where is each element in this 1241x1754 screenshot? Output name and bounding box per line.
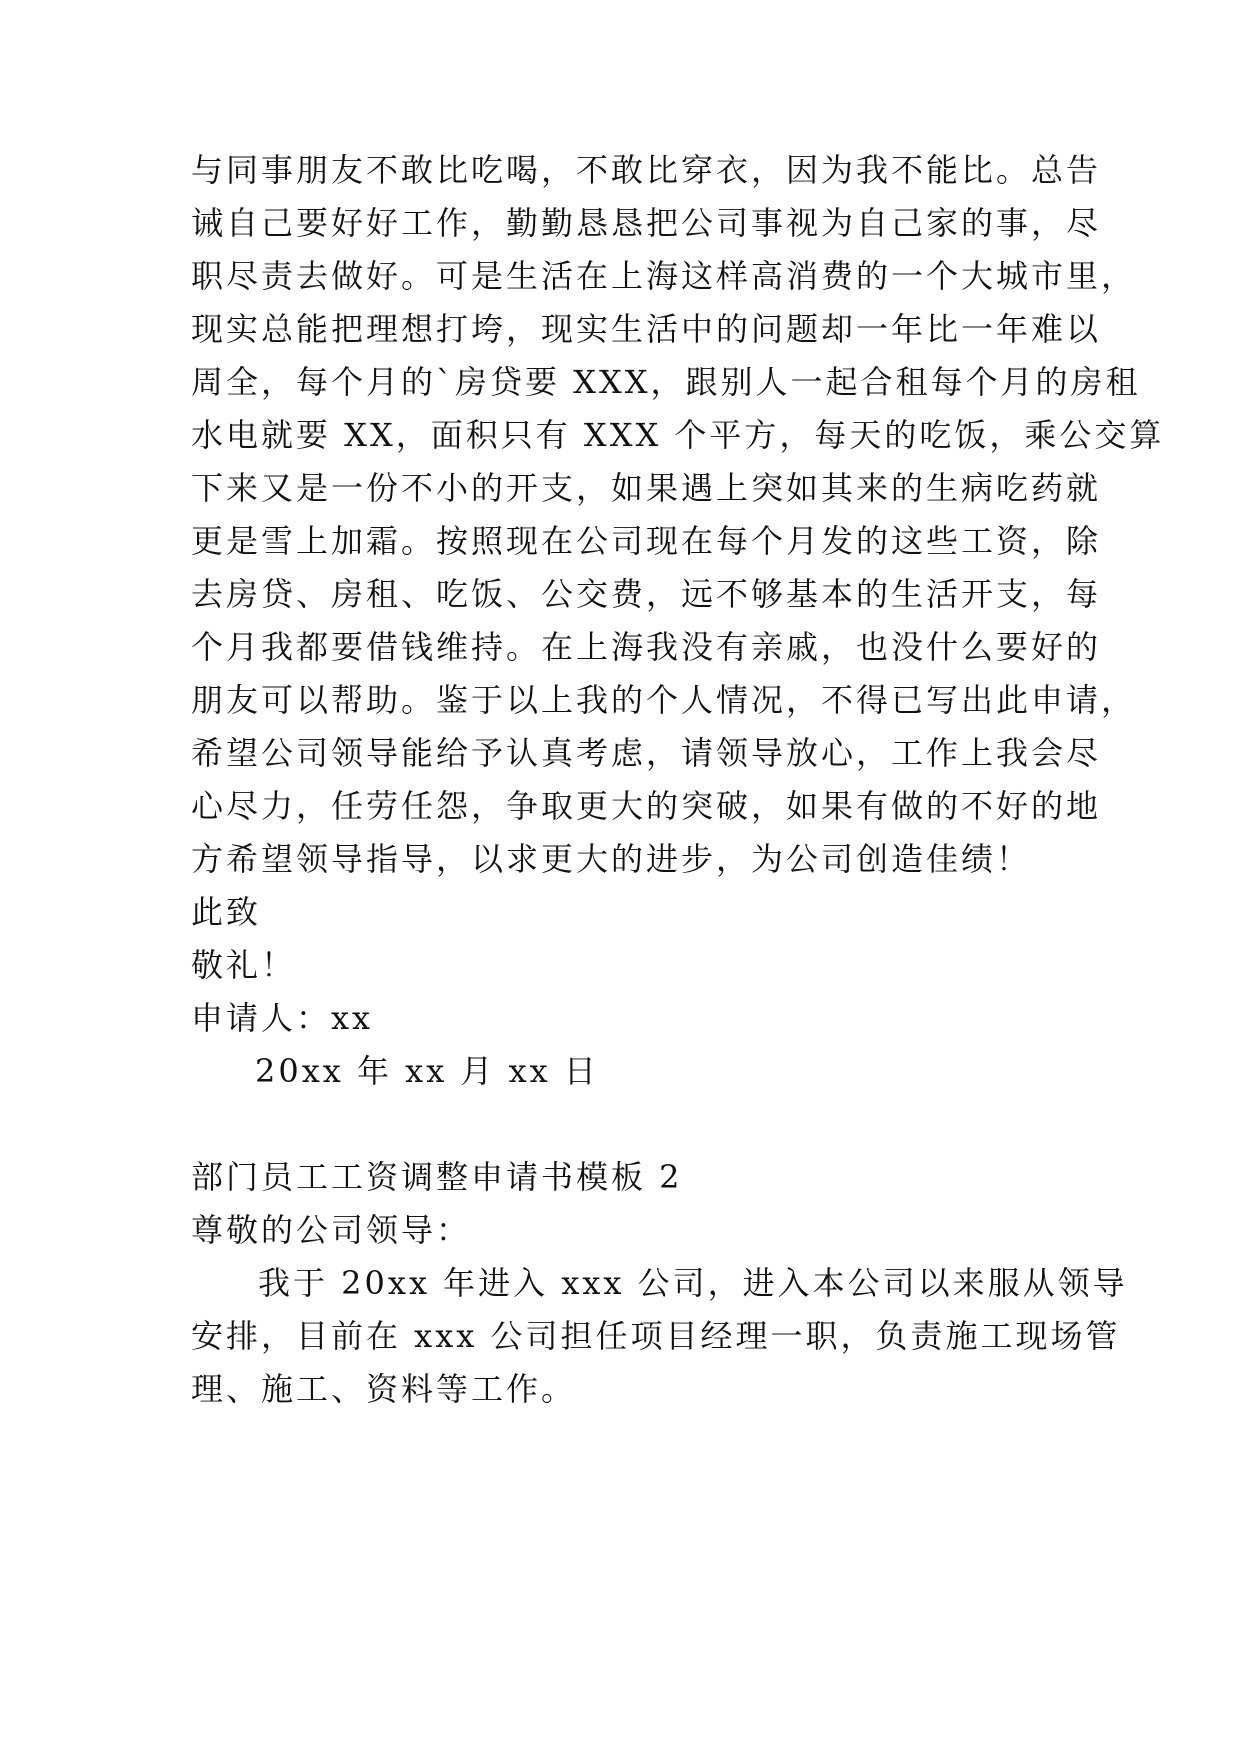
applicant-signature: 申请人：xx xyxy=(191,999,374,1037)
letter-greeting: 尊敬的公司领导： xyxy=(191,1211,472,1249)
body-text-line: 安排，目前在 xxx 公司担任项目经理一职，负责施工现场管 xyxy=(191,1317,1121,1355)
body-text-line: 职尽责去做好。可是生活在上海这样高消费的一个大城市里， xyxy=(191,257,1137,295)
body-text-line: 方希望领导指导，以求更大的进步，为公司创造佳绩！ xyxy=(191,840,1032,878)
body-text-line: 现实总能把理想打垮，现实生活中的问题却一年比一年难以 xyxy=(191,310,1102,348)
body-text-line: 希望公司领导能给予认真考虑，请领导放心，工作上我会尽 xyxy=(191,734,1102,772)
body-text-line: 周全，每个月的`房贷要 XXX，跟别人一起合租每个月的房租 xyxy=(191,363,1141,401)
body-text-line: 我于 20xx 年进入 xxx 公司，进入本公司以来服从领导 xyxy=(258,1264,1128,1302)
body-text-line: 诫自己要好好工作，勤勤恳恳把公司事视为自己家的事，尽 xyxy=(191,204,1102,242)
closing-regards: 敬礼！ xyxy=(191,946,297,984)
body-text-line: 心尽力，任劳任怨，争取更大的突破，如果有做的不好的地 xyxy=(191,787,1102,825)
body-text-line: 去房贷、房租、吃饭、公交费，远不够基本的生活开支，每 xyxy=(191,575,1102,613)
body-text-line: 理、施工、资料等工作。 xyxy=(191,1370,577,1408)
section-title: 部门员工工资调整申请书模板 2 xyxy=(191,1158,683,1196)
body-text-line: 个月我都要借钱维持。在上海我没有亲戚，也没什么要好的 xyxy=(191,628,1102,666)
closing-salutation: 此致 xyxy=(191,893,262,931)
body-text-line: 朋友可以帮助。鉴于以上我的个人情况，不得已写出此申请， xyxy=(191,681,1137,719)
body-text-line: 与同事朋友不敢比吃喝，不敢比穿衣，因为我不能比。总告 xyxy=(191,151,1102,189)
body-text-line: 下来又是一份不小的开支，如果遇上突如其来的生病吃药就 xyxy=(191,469,1102,507)
body-text-line: 水电就要 XX，面积只有 XXX 个平方，每天的吃饭，乘公交算 xyxy=(191,416,1165,454)
body-text-line: 更是雪上加霜。按照现在公司现在每个月发的这些工资，除 xyxy=(191,522,1102,560)
application-date: 20xx 年 xx 月 xx 日 xyxy=(255,1052,599,1090)
